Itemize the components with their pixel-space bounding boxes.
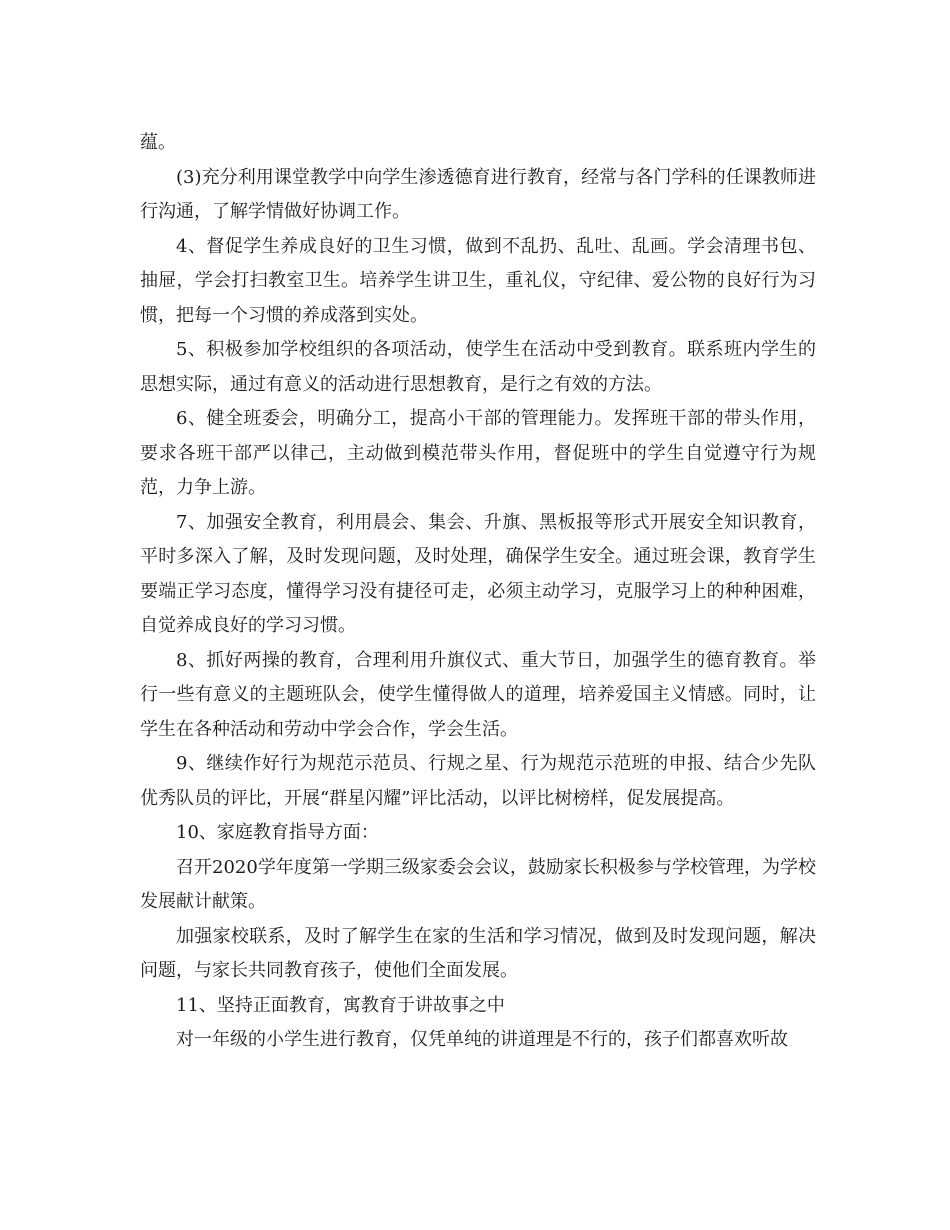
paragraph-item-10-heading: 10、家庭教育指导方面： [176, 822, 379, 843]
paragraph-item-11-heading: 11、坚持正面教育，寓教育于讲故事之中 [176, 994, 505, 1016]
paragraph-family-meeting: 召开2020学年度第一学期三级家委会会议，鼓励家长积极参与学校管理，为学校发展献计献策。 [140, 856, 816, 912]
paragraph-item-7: 7、加强安全教育，利用晨会、集会、升旗、黑板报等形式开展安全知识教育，平时多深入了解，及时发现问题，及时处理，确保学生安全。通过班会课，教育学生要端正学习态度，懂得学习没有捷径可走，必须主动学习，克服学习上的种种困难，自觉养成良好的学习习惯。 [140, 511, 816, 636]
paragraph-item-4: 4、督促学生养成良好的卫生习惯，做到不乱扔、乱吐、乱画。学会清理书包、抽屉，学会打扫教室卫生。培养学生讲卫生，重礼仪，守纪律、爱公物的良好行为习惯，把每一个习惯的养成落到实处。 [140, 235, 816, 326]
paragraph-item-5: 5、积极参加学校组织的各项活动，使学生在活动中受到教育。联系班内学生的思想实际，通过有意义的活动进行思想教育，是行之有效的方法。 [140, 339, 816, 395]
paragraph-home-school-contact: 加强家校联系，及时了解学生在家的生活和学习情况，做到及时发现问题，解决问题，与家长共同教育孩子，使他们全面发展。 [140, 925, 816, 981]
document-body [140, 126, 816, 1058]
paragraph-item-9: 9、继续作好行为规范示范员、行规之星、行为规范示范班的申报、结合少先队优秀队员的评比，开展“群星闪耀”评比活动，以评比树榜样，促发展提高。 [140, 753, 816, 809]
paragraph-storytelling: 对一年级的小学生进行教育，仅凭单纯的讲道理是不行的，孩子们都喜欢听故 [176, 1029, 788, 1050]
paragraph-item-3: (3)充分利用课堂教学中向学生渗透德育进行教育，经常与各门学科的任课教师进行沟通，了解学情做好协调工作。 [140, 166, 816, 222]
paragraph-item-6: 6、健全班委会，明确分工，提高小干部的管理能力。发挥班干部的带头作用，要求各班干部严以律己，主动做到模范带头作用，督促班中的学生自觉遵守行为规范，力争上游。 [140, 408, 816, 498]
paragraph-item-8: 8、抓好两操的教育，合理利用升旗仪式、重大节日，加强学生的德育教育。举行一些有意义的主题班队会，使学生懂得做人的道理，培养爱国主义情感。同时，让学生在各种活动和劳动中学会合作，学会生活。 [140, 649, 816, 740]
paragraph-continuation: 蕴。 [140, 132, 176, 153]
